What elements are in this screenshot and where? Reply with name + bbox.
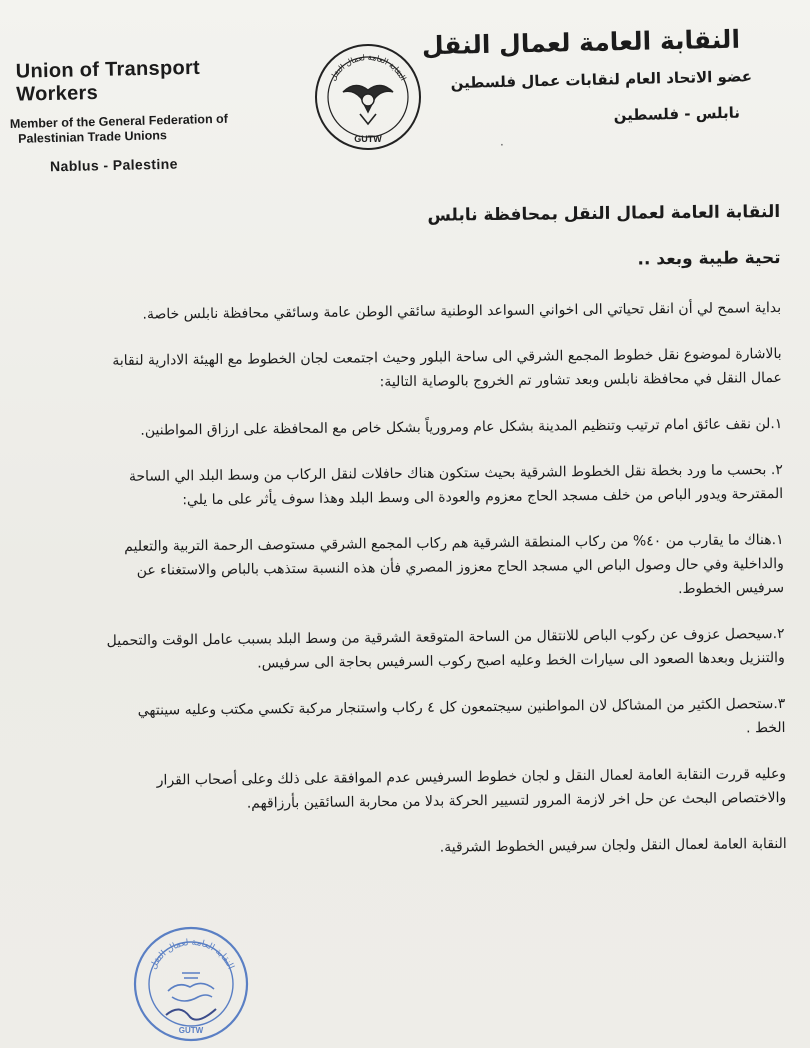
paragraph-effect-1: ١.هناك ما يقارب من ٤٠% من ركاب المنطقة الشرقية هم ركاب المجمع الشرقي مستوصف الرحمة التربية والتعليم والداخلية وفي حال وصول الباص الي مسجد الحاج معزوز المصري فأن هذه النسبة ستذهب بالباص والاستغناء عن سرفيس الخطوط. [124, 531, 785, 598]
logo-ring-text: النقابة العامة لعمال النقل [328, 52, 408, 83]
addressee: النقابة العامة لعمال النقل بمحافظة نابلس [427, 201, 781, 226]
paragraph-point-2: ٢. بحسب ما ورد بخطة نقل الخطوط الشرقية بحيث ستكون هناك حافلات لنقل الركاب من وسط البلد الي الساحة المقترحة ويدور الباص من خلف مسجد الحاج معزوم والعودة الى وسط البلد وهذا سوف يأثر على ما يلي: [128, 461, 784, 509]
official-stamp [132, 925, 250, 1043]
letterhead-arabic [420, 24, 753, 125]
union-name-english: Union of Transport Workers [15, 56, 201, 106]
letterhead-english [9, 56, 270, 175]
federation-membership-arabic: عضو الاتحاد العام لنقابات عمال فلسطين [450, 67, 753, 93]
handshake-emblem-icon [168, 973, 214, 1001]
paragraph-reference: بالاشارة لموضوع نقل خطوط المجمع الشرقي الى ساحة البلور وحيث اجتمعت لجان الخطوط مع الهيئة الادارية لنقابة عمال النقل في محافظة نابلس وبعد تشاور تم الخروج بالوصاية التالية: [112, 345, 782, 391]
federation-line-1: Member of the General Federation of [9, 111, 229, 132]
eagle-emblem-icon [343, 85, 393, 124]
federation-line-2: Palestinian Trade Unions [18, 128, 167, 146]
stamp-ring-text: النقابة العامة لعمال النقل [148, 937, 236, 972]
greeting: تحية طيبة وبعد .. [637, 247, 781, 270]
paragraph-decision: وعليه قررت النقابة العامة لعمال النقل و لجان خطوط السرفيس عدم الموافقة على ذلك وعلى أصحاب القرار والاختصاص البحث عن حل اخر لازمة المرور لتسيير الحركة بدلا من محاربة السائقين بأرزاقهم. [156, 765, 787, 812]
logo-initials: GUTW [354, 134, 382, 144]
union-logo [313, 42, 423, 152]
city-english: Nablus - Palestine [49, 155, 178, 175]
stamp-initials: GUTW [178, 1026, 204, 1035]
paragraph-point-1: ١.لن نقف عائق امام ترتيب وتنظيم المدينة بشكل عام ومرورياً بشكل خاص مع المحافظة على ارزاق المواطنين. [140, 415, 783, 439]
city-arabic: نابلس - فلسطين [613, 103, 741, 125]
paragraph-effect-2: ٢.سيحصل عزوف عن ركوب الباص للانتقال من الساحة المتوقعة الشرقية من وسط البلد بسبب عامل الوقت والتحميل والتنزيل وبعدها الصعود الى سيارات الخط وعليه اصبح ركوب السرفيس بحاجة الى سرفيس. [106, 625, 785, 672]
paragraph-effect-3: ٣.ستحصل الكثير من المشاكل لان المواطنين سيجتمعون كل ٤ ركاب واستنجار مركبة تكسي مكتب وعليه سينتهي الخط . [137, 695, 786, 737]
scan-mark: · [500, 138, 504, 152]
union-name-arabic: النقابة العامة لعمال النقل [421, 24, 741, 61]
paragraph-intro: بداية اسمح لي أن انقل تحياتي الى اخواني السواعد الوطنية سائقي الوطن عامة وسائقي محافظة نابلس خاصة. [142, 299, 782, 323]
federation-membership-english [10, 111, 261, 147]
signature-line: النقابة العامة لعمال النقل ولجان سرفيس الخطوط الشرقية. [439, 835, 787, 856]
signature-scribble [166, 1009, 216, 1020]
letter-body [100, 200, 787, 883]
